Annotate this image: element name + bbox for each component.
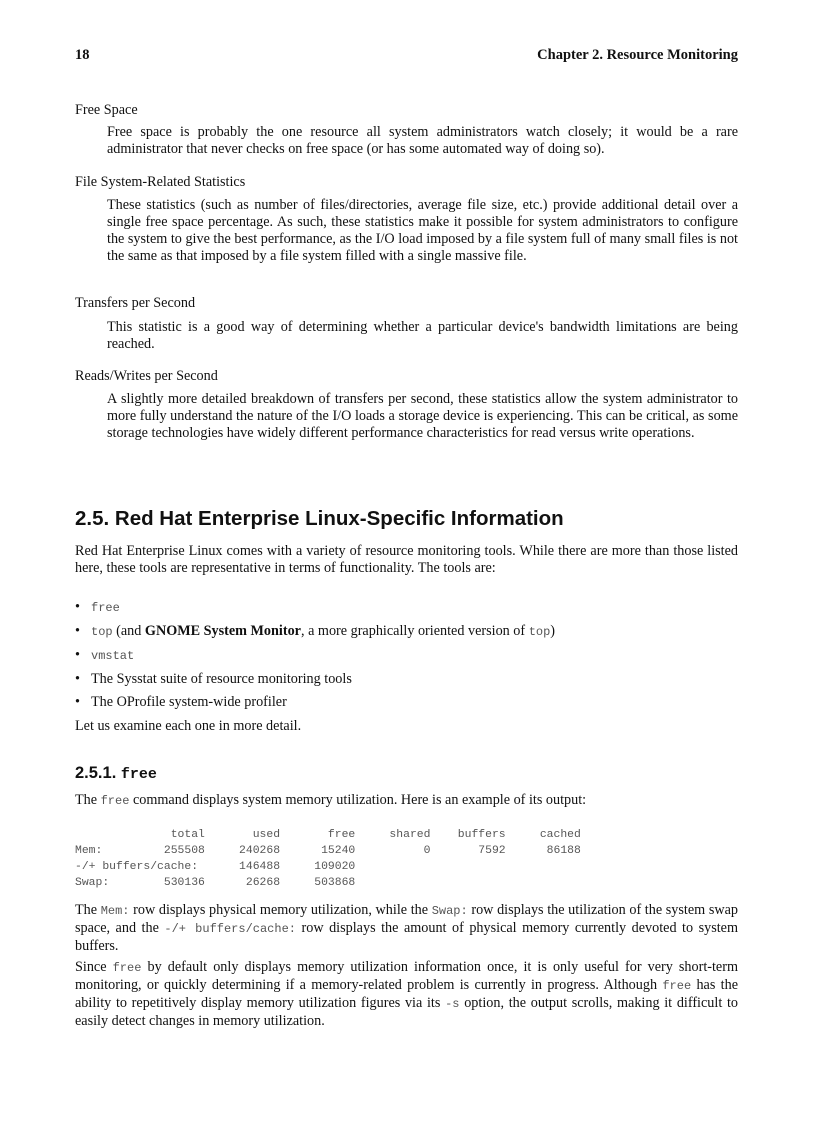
code: Mem: xyxy=(100,904,130,918)
text: by default only displays memory utilization information once, it is only useful for very short-term monitoring, or quickly determining if a memory-related problem is currently in progress. Although xyxy=(75,959,738,993)
code-free: free xyxy=(100,794,130,808)
output-line: Swap: 530136 26268 503868 xyxy=(75,877,356,889)
term-fs-stats: File System-Related Statistics xyxy=(75,174,246,190)
text: The OProfile system-wide profiler xyxy=(91,694,287,710)
term-transfers: Transfers per Second xyxy=(75,295,196,311)
paragraph-rows xyxy=(75,902,738,955)
code-top: top xyxy=(528,625,551,639)
page-number: 18 xyxy=(75,47,90,63)
code-free: free xyxy=(91,601,120,615)
text: The xyxy=(75,902,101,918)
code: free xyxy=(662,979,692,993)
output-line: total used free shared buffers cached xyxy=(75,829,581,841)
list-item: • top (and GNOME System Monitor, a more graphically oriented version of top) xyxy=(75,623,556,639)
code-vmstat: vmstat xyxy=(91,649,135,663)
def-fs-stats: These statistics (such as number of files/directories, average file size, etc.) provide additional detail over a single free space percentage. As such, these statistics make it possible for system administrators to configure the system to give the best performance, as the I/O load imposed by a file system full of many small files is not the same as that imposed by a file system filled with a single massive file. xyxy=(107,197,738,264)
text: row displays the amount of physical memory currently devoted to system buffers. xyxy=(75,920,739,954)
list-item: • vmstat xyxy=(75,647,135,663)
code: -s xyxy=(445,997,460,1011)
code: free xyxy=(112,961,142,975)
subsection-intro xyxy=(75,792,738,810)
code-top: top xyxy=(91,625,113,639)
text: The xyxy=(75,792,101,808)
text: row displays physical memory utilization, while the xyxy=(129,902,432,918)
section-heading: 2.5. Red Hat Enterprise Linux-Specific Information xyxy=(75,507,564,530)
output-line: Mem: 255508 240268 15240 0 7592 86188 xyxy=(75,845,581,857)
list-item: • The OProfile system-wide profiler xyxy=(75,694,287,710)
paragraph-usage xyxy=(75,959,738,1030)
text: option, the output scrolls, making it difficult to easily detect changes in memory utilization. xyxy=(75,995,738,1029)
code: Swap: xyxy=(431,904,468,918)
text: ) xyxy=(550,623,556,639)
text: has the ability to repetitively display memory utilization figures via its xyxy=(75,977,738,1011)
text: , a more graphically oriented version of xyxy=(300,623,529,639)
term-free-space: Free Space xyxy=(75,102,138,118)
def-transfers: This statistic is a good way of determining whether a particular device's bandwidth limitations are being reached. xyxy=(107,319,738,352)
text: (and xyxy=(112,623,145,639)
section-intro: Red Hat Enterprise Linux comes with a variety of resource monitoring tools. While there are more than those listed here, these tools are representative in terms of functionality. The tools are: xyxy=(75,543,738,576)
output-line: -/+ buffers/cache: 146488 109020 xyxy=(75,861,356,873)
subsection-heading xyxy=(75,765,157,783)
text: command displays system memory utilization. Here is an example of its output: xyxy=(129,792,587,808)
def-free-space: Free space is probably the one resource all system administrators watch closely; it would be a rare administrator that never checks on free space (or has some automated way of doing so). xyxy=(107,124,738,157)
subsection-code: free xyxy=(120,766,157,783)
running-header: Chapter 2. Resource Monitoring xyxy=(537,47,738,63)
subsection-number: 2.5.1. xyxy=(75,764,121,782)
text: Since xyxy=(75,959,113,975)
code: -/+ buffers/cache: xyxy=(164,922,296,936)
section-outro: Let us examine each one in more detail. xyxy=(75,718,302,734)
list-item: • free xyxy=(75,599,120,615)
text: row displays the utilization of the system swap space, and the xyxy=(75,902,738,936)
text: The Sysstat suite of resource monitoring tools xyxy=(91,671,352,687)
def-reads-writes: A slightly more detailed breakdown of transfers per second, these statistics allow the system administrator to more fully understand the nature of the I/O loads a storage device is experiencing. This can be critical, as some storage technologies have widely different performance characteristics for read versus write operations. xyxy=(107,391,738,441)
list-item: • The Sysstat suite of resource monitoring tools xyxy=(75,671,352,687)
term-reads-writes: Reads/Writes per Second xyxy=(75,368,218,384)
bold-text: GNOME System Monitor xyxy=(144,623,301,639)
